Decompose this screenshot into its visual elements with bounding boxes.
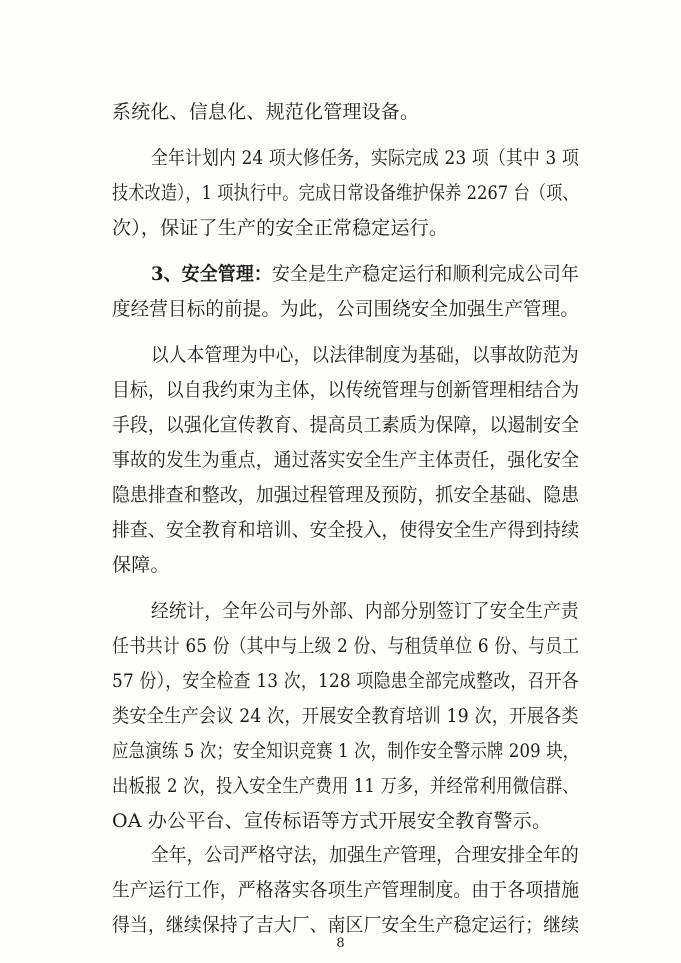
text-line: 任书共计 65 份（其中与上级 2 份、与租赁单位 6 份、与员工 [112, 635, 580, 657]
text-line: 保障。 [112, 554, 170, 576]
text-line: 57 份），安全检查 13 次，128 项隐患全部完成整改，召开各 [112, 670, 579, 692]
text-line: 隐患排查和整改，加强过程管理及预防，抓安全基础、隐患 [112, 484, 580, 506]
section-heading: 3、安全管理： [151, 263, 272, 285]
text-segment: 安全是生产稳定运行和顺利完成公司年 [271, 263, 580, 285]
text-line: 技术改造），1 项执行中。完成日常设备维护保养 2267 台（项、 [112, 182, 579, 204]
page-number: 8 [336, 936, 345, 951]
text-line: 出板报 2 次，投入安全生产费用 11 万多，并经常利用微信群、 [112, 775, 579, 797]
text-line: 全年计划内 24 项大修任务，实际完成 23 项（其中 3 项 [151, 147, 579, 169]
text-line: 生产运行工作，严格落实各项生产管理制度。由于各项措施 [112, 879, 580, 901]
text-line [151, 262, 579, 286]
text-line: 次），保证了生产的安全正常稳定运行。 [112, 217, 449, 239]
text-line: 度经营目标的前提。为此，公司围绕安全加强生产管理。 [112, 298, 580, 320]
text-line: 目标，以自我约束为主体，以传统管理与创新管理相结合为 [112, 379, 580, 401]
text-line: 事故的发生为重点，通过落实安全生产主体责任，强化安全 [112, 449, 580, 471]
text-line: 应急演练 5 次；安全知识竞赛 1 次，制作安全警示牌 209 块， [112, 740, 580, 762]
text-line: 排查、安全教育和培训、安全投入，使得安全生产得到持续 [112, 519, 580, 541]
text-line: 得当，继续保持了吉大厂、南区厂安全生产稳定运行；继续 [112, 914, 580, 936]
text-line: 经统计，全年公司与外部、内部分别签订了安全生产责 [151, 600, 579, 622]
text-line: 手段，以强化宣传教育、提高员工素质为保障，以遏制安全 [112, 414, 580, 436]
text-line: 全年，公司严格守法，加强生产管理，合理安排全年的 [151, 844, 579, 866]
text-line: 系统化、信息化、规范化管理设备。 [112, 101, 420, 123]
text-line: 以人本管理为中心，以法律制度为基础，以事故防范为 [151, 344, 579, 366]
text-line: OA 办公平台、宣传标语等方式开展安全教育警示。 [112, 810, 552, 832]
text-line: 类安全生产会议 24 次，开展安全教育培训 19 次，开展各类 [112, 705, 579, 727]
